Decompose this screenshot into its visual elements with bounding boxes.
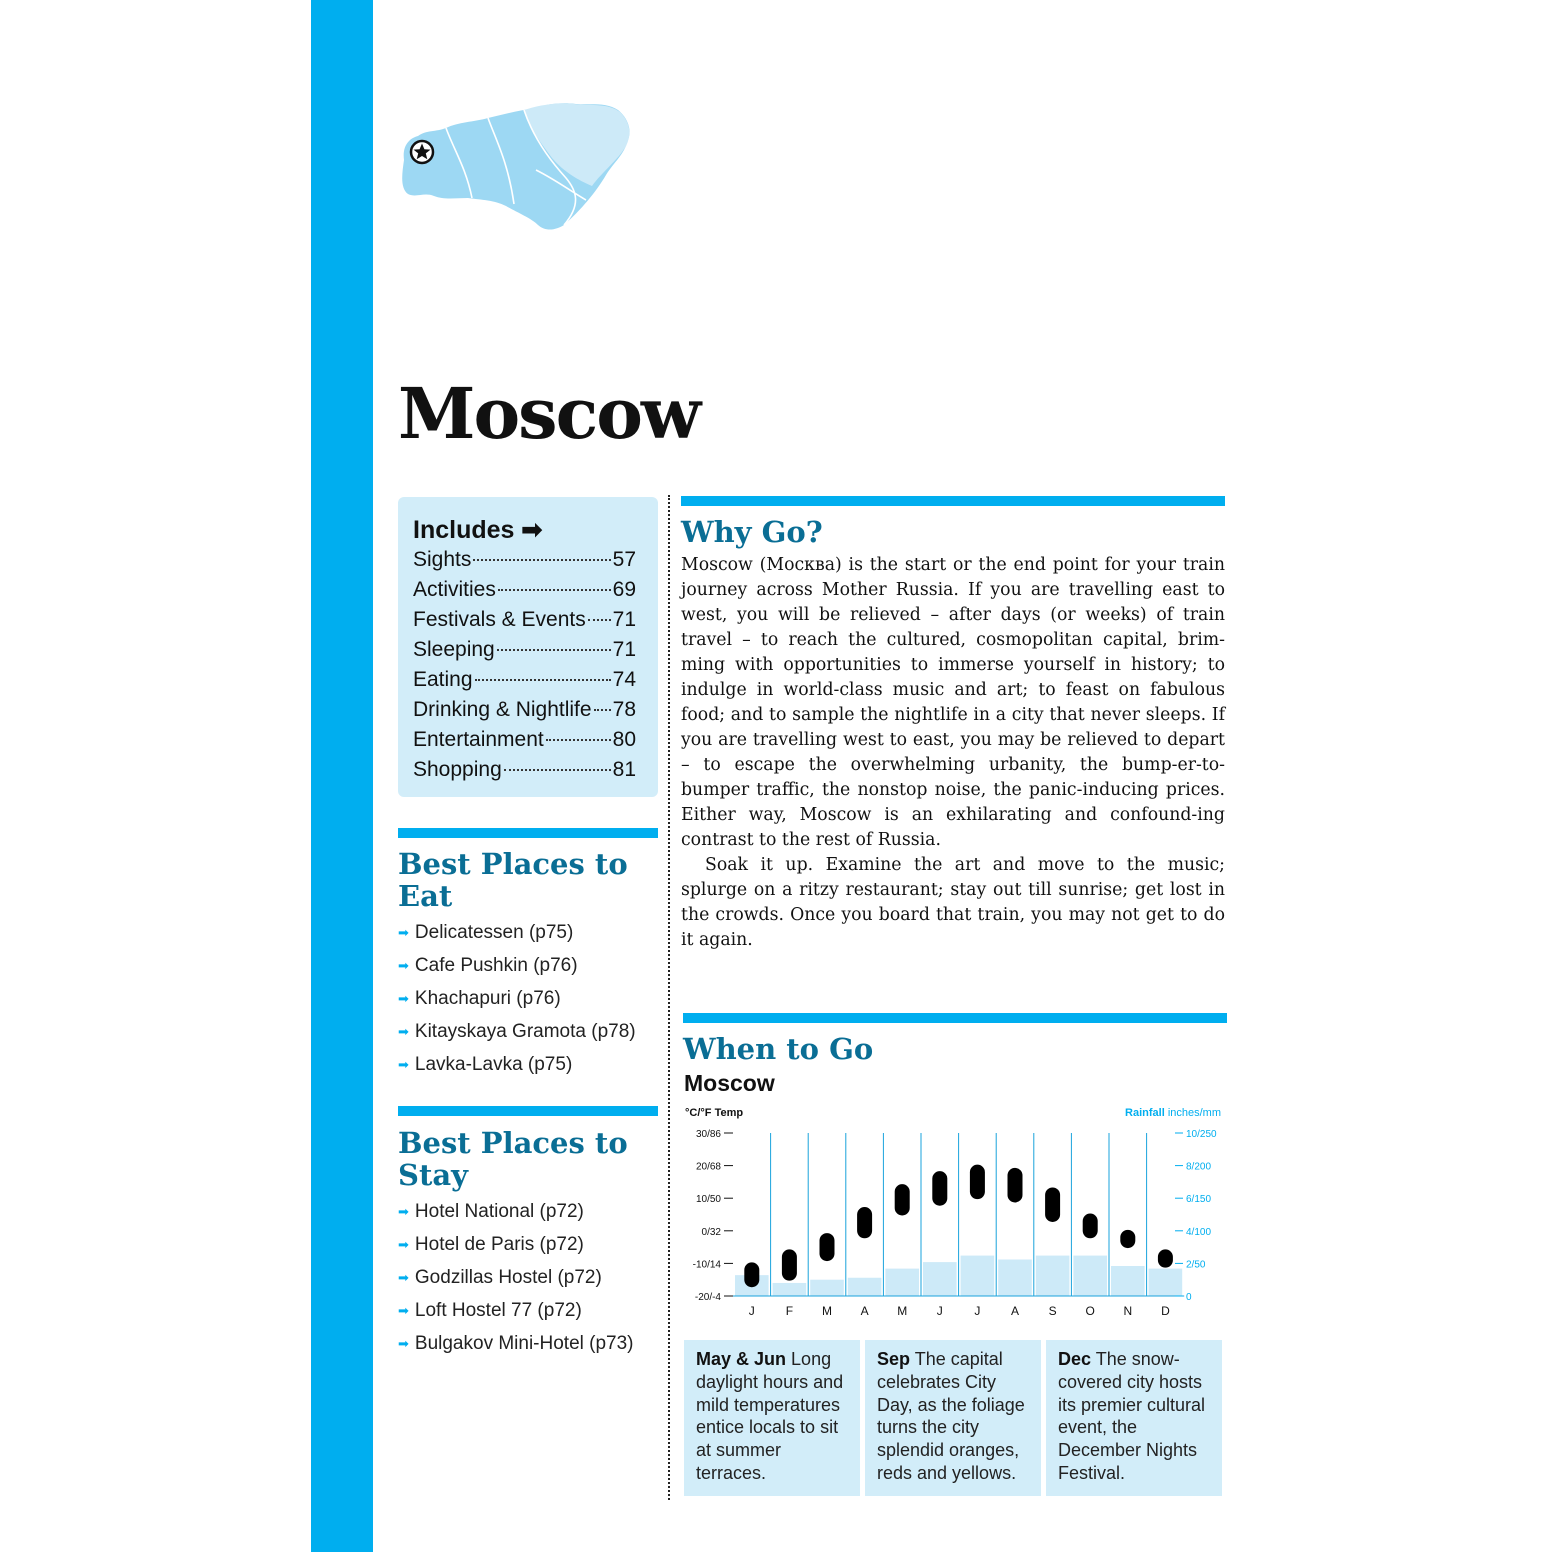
list-item [398,982,636,1015]
month-label: D [1161,1304,1170,1318]
includes-item-label: Eating [413,668,473,691]
chart-layer [693,1129,1217,1318]
rain-tick-label: 10/250 [1186,1129,1217,1140]
list-item [398,1015,636,1048]
arrow-icon: ➡ [398,1203,409,1219]
month-label: O [1085,1304,1095,1318]
rainfall-bar [1036,1256,1070,1296]
side-color-bar [311,0,373,1552]
includes-heading: Includes ➡ [413,516,543,544]
rainfall-bar [810,1280,844,1296]
list-item-text: Cafe Pushkin (p76) [414,954,578,976]
best-stay-list [398,1195,634,1360]
list-item [398,1327,634,1360]
season-box [684,1340,860,1496]
rainfall-bar [961,1256,995,1296]
includes-item-page: 71 [612,608,636,631]
includes-list [413,548,636,788]
season-title: May & Jun [696,1349,787,1369]
climate-chart [683,1100,1228,1325]
best-stay-heading-line2: Stay [398,1158,468,1192]
dot-leader [473,559,610,561]
rain-tick-label: 2/50 [1186,1259,1206,1271]
arrow-icon: ➡ [398,1269,409,1285]
rainfall-bar [885,1269,919,1296]
rainfall-bar [1073,1256,1107,1296]
section-rule [398,828,658,838]
when-to-go-heading: When to Go [683,1032,874,1066]
includes-item [413,608,636,638]
list-item-text: Hotel National (p72) [414,1200,584,1222]
includes-item-label: Sights [413,548,472,571]
includes-item-label: Activities [413,578,496,601]
rainfall-bar [1149,1269,1183,1296]
rain-tick-label: 0 [1186,1292,1192,1303]
arrow-icon: ➡ [398,1302,409,1318]
column-divider [668,495,670,1500]
list-item-text: Kitayskaya Gramota (p78) [414,1020,636,1042]
why-go-paragraph: Soak it up. Examine the art and move to the music; splurge on a ritzy restaurant; stay out till sunrise; get lost in the crowds. Once you board that train, you may not get to do it again. [681,855,1225,950]
includes-item [413,578,636,608]
why-go-paragraph: Moscow (Москва) is the start or the end point for your train journey across Mother Russia. If you are travelling east to west, you will be relieved – after days (or weeks) of train travel – to reach the cultured, cosmopolitan capital, brim-ming with opportunities to immerse yourself in history; to indulge in world-class music and art; to feast on fabulous food; and to sample the nightlife in a city that never sleeps. If you are travelling west to east, you may be relieved to depart – to escape the overwhelming urbanity, the bump-er-to-bumper traffic, the nonstop noise, the panic-inducing prices. Either way, Moscow is an exhilarating and confound-ing contrast to the rest of Russia. [681,555,1225,850]
rain-axis-label-units: inches/mm [1167,1107,1221,1119]
list-item-text: Khachapuri (p76) [414,987,561,1009]
includes-item-page: 57 [612,548,636,571]
season-text: The capital celebrates City Day, as the foliage turns the city splendid oranges, reds and yellows. [877,1349,1025,1483]
includes-item-label: Drinking & Nightlife [413,698,592,721]
month-label: F [785,1304,794,1318]
best-eat-heading-line1: Best Places to [398,847,628,881]
includes-item-page: 69 [612,578,636,601]
dot-leader [546,739,611,741]
russia-locator-map [396,100,636,235]
why-go-body [681,553,1225,953]
list-item [398,1261,634,1294]
month-label: J [936,1304,943,1318]
includes-item-page: 74 [612,668,636,691]
season-text: The snow-covered city hosts its premier cultural event, the December Nights Festival. [1058,1349,1206,1483]
includes-item-page: 71 [612,638,636,661]
rain-axis-label-bold: Rainfall [1125,1107,1165,1119]
month-label: J [748,1304,755,1318]
list-item [398,1228,634,1261]
rain-tick-label: 4/100 [1186,1226,1212,1238]
month-label: J [974,1304,981,1318]
arrow-icon: ➡ [398,990,409,1006]
temp-tick-label: -10/14 [692,1259,721,1271]
temp-axis-label: °C/°F Temp [685,1107,744,1119]
list-item-text: Hotel de Paris (p72) [414,1233,584,1255]
includes-item-label: Sleeping [413,638,495,661]
list-item-text: Godzillas Hostel (p72) [414,1266,602,1288]
list-item [398,916,636,949]
includes-item-label: Entertainment [413,728,544,751]
chart-city-label: Moscow [684,1070,775,1096]
arrow-icon: ➡ [398,924,409,940]
month-label: M [822,1304,832,1318]
temp-tick-label: 10/50 [695,1194,721,1206]
best-eat-heading-line2: Eat [398,879,453,913]
includes-item-page: 80 [612,728,636,751]
includes-item-page: 81 [612,758,636,781]
month-label: S [1048,1304,1057,1318]
list-item-text: Delicatessen (p75) [414,921,574,943]
includes-item [413,728,636,758]
month-label: A [1010,1304,1020,1318]
best-eat-heading [398,848,628,912]
arrow-icon: ➡ [398,957,409,973]
dot-leader [475,679,611,681]
includes-item [413,698,636,728]
includes-item [413,638,636,668]
includes-item-page: 78 [612,698,636,721]
season-title: Dec [1058,1349,1092,1369]
rainfall-bar [848,1278,882,1296]
temp-tick-label: 0/32 [701,1226,721,1238]
rain-axis-label [1125,1107,1221,1119]
arrow-icon: ➡ [398,1023,409,1039]
rainfall-bar [773,1283,807,1296]
rain-tick-label: 6/150 [1186,1194,1212,1206]
rainfall-bar [923,1262,957,1296]
list-item [398,1048,636,1081]
best-eat-list [398,916,636,1081]
includes-item [413,758,636,788]
season-text: Long daylight hours and mild temperatures entice locals to sit at summer terraces. [696,1349,844,1483]
includes-item-label: Festivals & Events [413,608,586,631]
section-rule [681,496,1225,506]
arrow-icon: ➡ [398,1056,409,1072]
arrow-icon: ➡ [398,1236,409,1252]
month-label: A [860,1304,869,1318]
section-rule [683,1013,1227,1023]
dot-leader [498,589,611,591]
list-item [398,949,636,982]
month-label: N [1123,1304,1133,1318]
best-stay-heading-line1: Best Places to [398,1126,628,1160]
dot-leader [497,649,611,651]
temp-tick-label: -20/-4 [694,1292,721,1303]
list-item-text: Bulgakov Mini-Hotel (p73) [414,1332,634,1354]
season-box [865,1340,1041,1496]
includes-box [398,497,658,797]
includes-item [413,548,636,578]
season-title: Sep [877,1349,911,1369]
list-item-text: Loft Hostel 77 (p72) [414,1299,582,1321]
includes-item [413,668,636,698]
list-item [398,1195,634,1228]
temp-tick-label: 20/68 [695,1161,721,1173]
why-go-heading: Why Go? [681,515,823,549]
rain-tick-label: 8/200 [1186,1161,1212,1173]
best-stay-heading [398,1127,628,1191]
arrow-icon: ➡ [398,1335,409,1351]
dot-leader [594,709,611,711]
rainfall-bar [998,1259,1032,1296]
section-rule [398,1106,658,1116]
includes-item-label: Shopping [413,758,502,781]
dot-leader [588,619,611,621]
season-box [1046,1340,1222,1496]
temp-tick-label: 30/86 [695,1129,721,1140]
list-item [398,1294,634,1327]
rainfall-bar [1111,1266,1145,1296]
dot-leader [504,769,611,771]
page-title: Moscow [398,372,700,455]
list-item-text: Lavka-Lavka (p75) [414,1053,573,1075]
month-label: M [897,1304,908,1318]
